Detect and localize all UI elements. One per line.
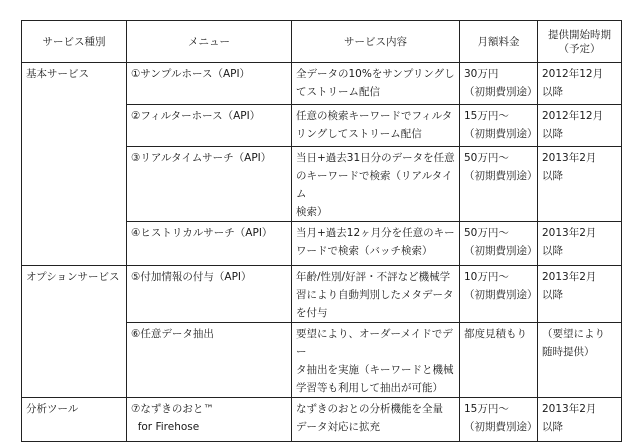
- table-row: [22, 323, 622, 398]
- table-row: [22, 266, 622, 323]
- content-cell: 当月+過去12ヶ月分を任意のキー ワードで検索（バッチ検索）: [292, 222, 460, 266]
- content-cell: 任意の検索キーワードでフィルタ リングしてストリーム配信: [292, 105, 460, 147]
- category-cell: [22, 323, 127, 398]
- service-table: [21, 20, 622, 442]
- start-cell: 2013年2月 以降: [538, 398, 622, 442]
- category-cell: オプションサービス: [22, 266, 127, 323]
- content-cell: 全データの10%をサンプリングし てストリーム配信: [292, 63, 460, 105]
- menu-cell: ⑥任意データ抽出: [127, 323, 292, 398]
- category-cell: [22, 222, 127, 266]
- price-cell: 50万円～ （初期費別途）: [460, 147, 538, 222]
- price-cell: 15万円～ （初期費別途）: [460, 398, 538, 442]
- header-start: 提供開始時期 （予定）: [538, 21, 622, 63]
- category-cell: 基本サービス: [22, 63, 127, 105]
- start-cell: 2012年12月 以降: [538, 63, 622, 105]
- menu-cell: ④ヒストリカルサーチ（API）: [127, 222, 292, 266]
- price-cell: 都度見積もり: [460, 323, 538, 398]
- content-cell: 当日+過去31日分のデータを任意 のキーワードで検索（リアルタイム 検索）: [292, 147, 460, 222]
- price-cell: 50万円～ （初期費別途）: [460, 222, 538, 266]
- table-row: [22, 63, 622, 105]
- menu-cell: ⑤付加情報の付与（API）: [127, 266, 292, 323]
- start-cell: （要望により 随時提供）: [538, 323, 622, 398]
- table-row: [22, 147, 622, 222]
- content-cell: なずきのおとの分析機能を全量 データ対応に拡充: [292, 398, 460, 442]
- header-content: サービス内容: [292, 21, 460, 63]
- menu-cell: ③リアルタイムサーチ（API）: [127, 147, 292, 222]
- start-cell: 2013年2月 以降: [538, 222, 622, 266]
- table-row: [22, 398, 622, 442]
- content-cell: 年齢/性別/好評・不評など機械学 習により自動判別したメタデータ を付与: [292, 266, 460, 323]
- category-cell: [22, 105, 127, 147]
- start-cell: 2012年12月 以降: [538, 105, 622, 147]
- category-cell: [22, 147, 127, 222]
- content-cell: 要望により、オーダーメイドでデー タ抽出を実施（キーワードと機械 学習等も利用して抽出が可能）: [292, 323, 460, 398]
- category-cell: 分析ツール: [22, 398, 127, 442]
- table-row: [22, 105, 622, 147]
- price-cell: 10万円～ （初期費別途）: [460, 266, 538, 323]
- menu-cell: ①サンプルホース（API）: [127, 63, 292, 105]
- price-cell: 15万円～ （初期費別途）: [460, 105, 538, 147]
- menu-cell: ②フィルターホース（API）: [127, 105, 292, 147]
- price-cell: 30万円 （初期費別途）: [460, 63, 538, 105]
- header-price: 月額料金: [460, 21, 538, 63]
- header-row: [22, 21, 622, 63]
- start-cell: 2013年2月 以降: [538, 147, 622, 222]
- start-cell: 2013年2月 以降: [538, 266, 622, 323]
- header-menu: メニュー: [127, 21, 292, 63]
- header-category: サービス種別: [22, 21, 127, 63]
- table-row: [22, 222, 622, 266]
- menu-cell: ⑦なずきのおと™ for Firehose: [127, 398, 292, 442]
